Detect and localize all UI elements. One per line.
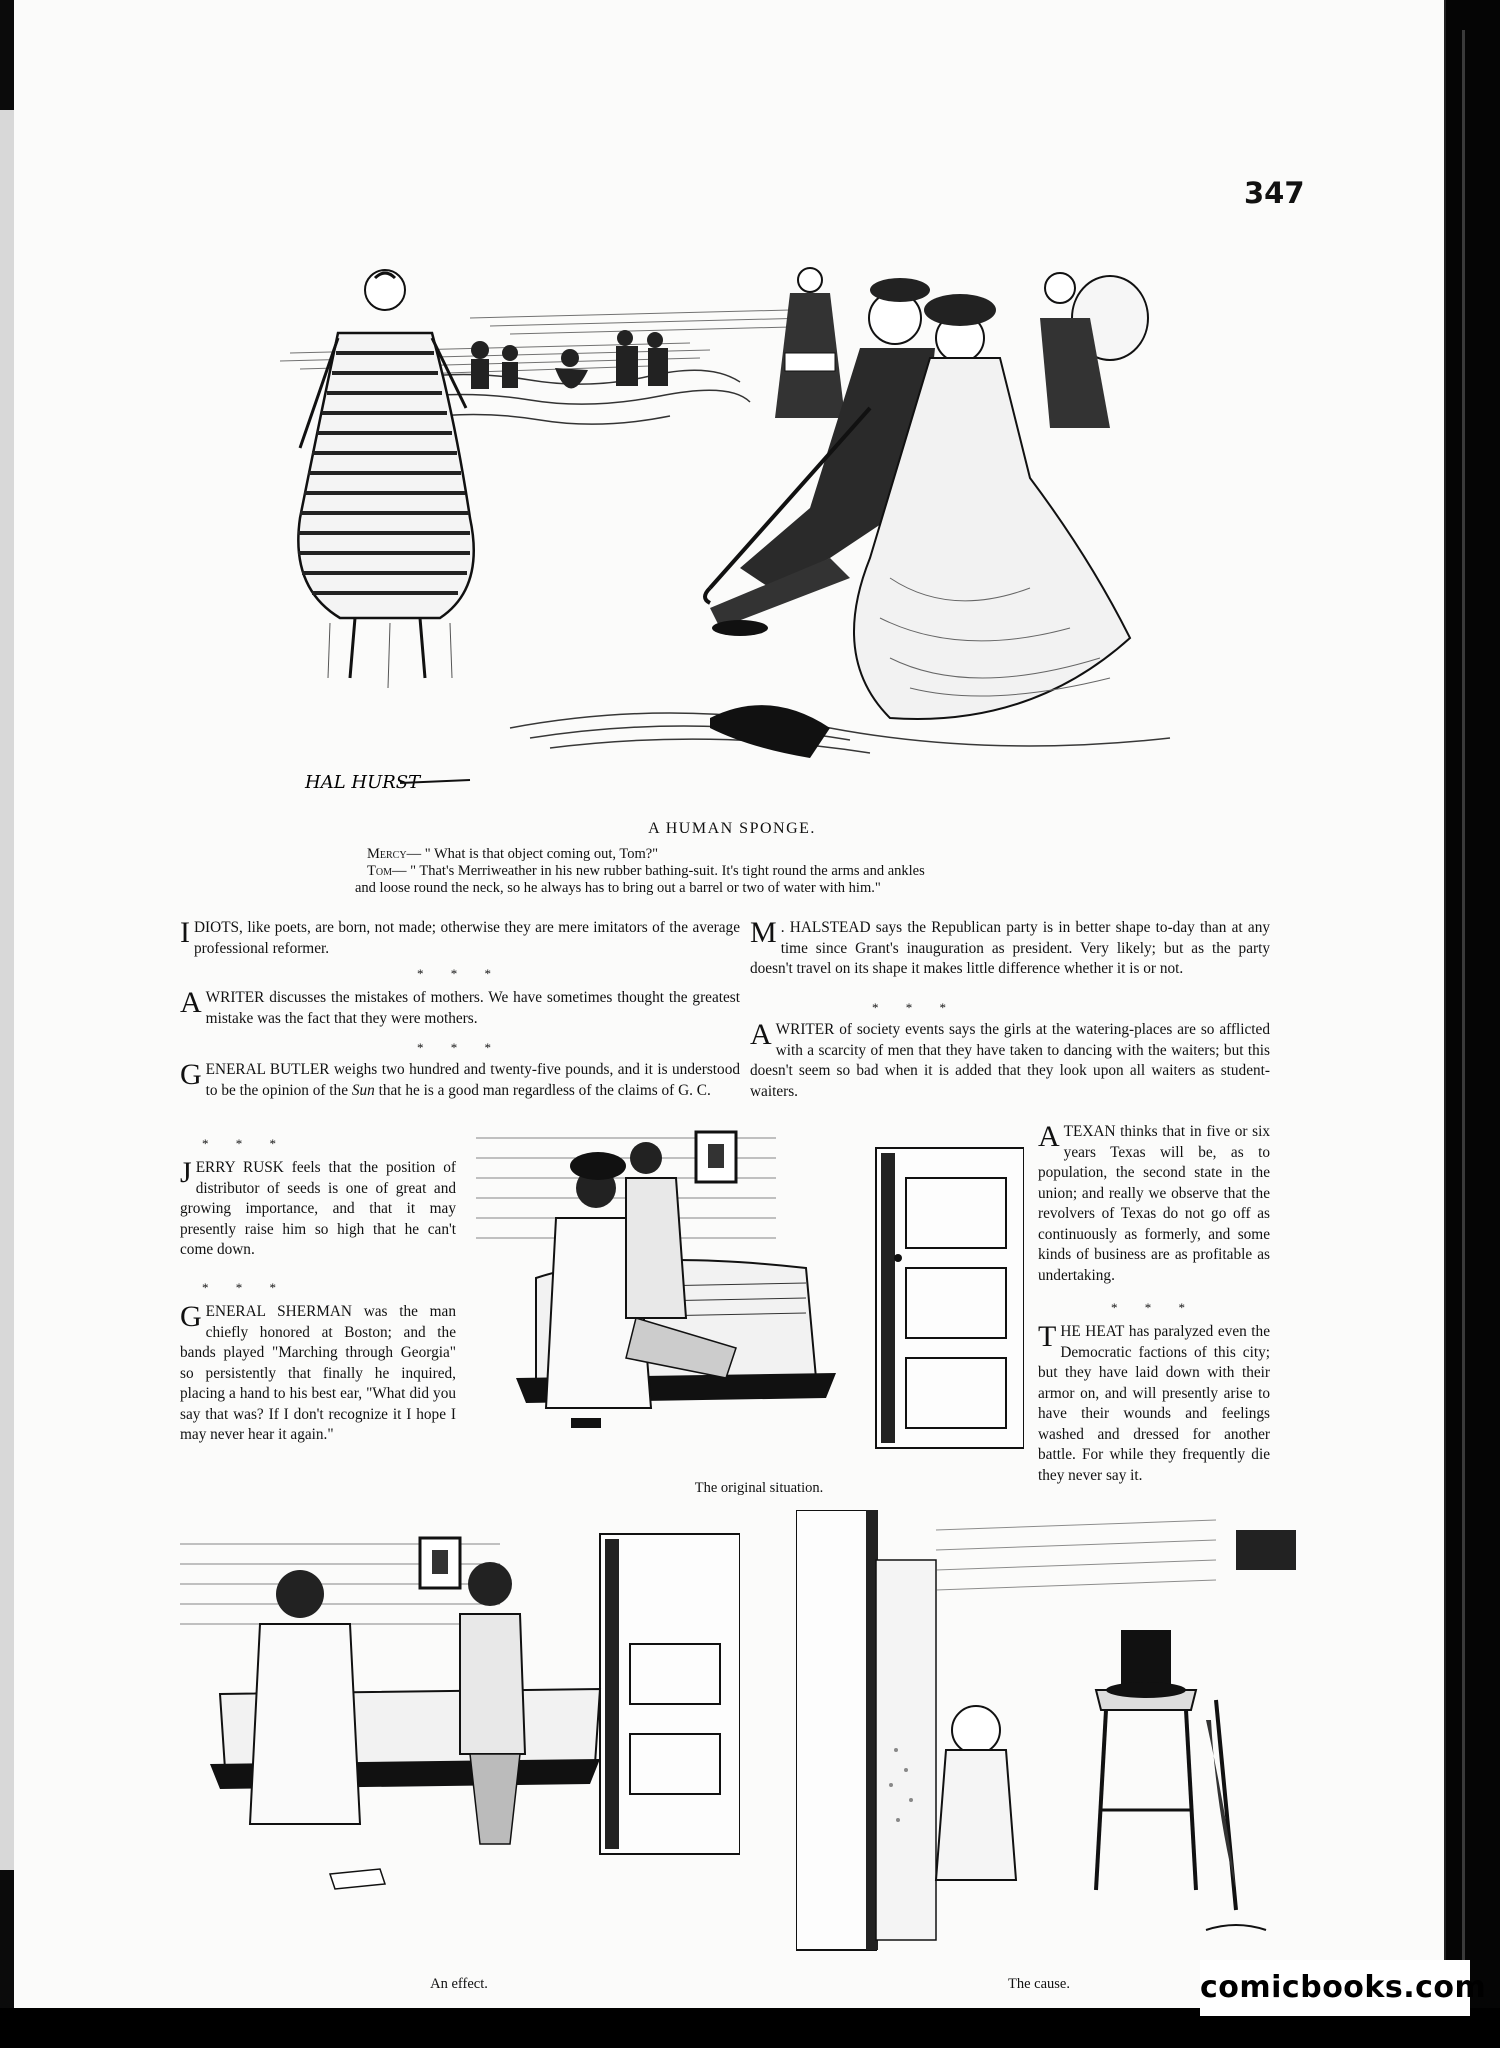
speaker-mercy: Mercy bbox=[367, 846, 407, 862]
beach-scene-drawing bbox=[270, 258, 1178, 806]
speaker-tom: Tom bbox=[367, 863, 392, 879]
caption-original-situation: The original situation. bbox=[694, 1480, 824, 1496]
cartoon-dialogue bbox=[355, 846, 1217, 897]
para-writer-society: AWRITER of society events says the girls at the watering-places are so afflicted with a scarcity of men that they have taken to dancing with the waiters; but this doesn't seem so bad when it is added that they look upon all waiters as student-waiters. bbox=[750, 1018, 1270, 1100]
separator-stars: * * * bbox=[417, 1040, 503, 1055]
startled-couple-drawing bbox=[180, 1524, 740, 1964]
effect-cartoon bbox=[180, 1524, 740, 1964]
dialogue-line-mercy: Mercy— " What is that object coming out, Tom?" bbox=[367, 846, 659, 862]
caption-an-effect: An effect. bbox=[430, 1976, 488, 1992]
dog-in-doorway-drawing bbox=[796, 1510, 1316, 1962]
original-situation-cartoon bbox=[476, 1118, 1024, 1474]
para-jerry-rusk: JERRY RUSK feels that the position of distributor of seeds is one of great and growing importance, and that it may presently raise him so high that he can't come down. bbox=[180, 1156, 456, 1258]
para-idiots: IDIOTS, like poets, are born, not made; otherwise they are mere imitators of the average professional reformer. bbox=[180, 916, 740, 957]
caption-the-cause: The cause. bbox=[1008, 1976, 1070, 1992]
para-writer-mothers: AWRITER discusses the mistakes of mothers. We have sometimes thought the greatest mistake was the fact that they were mothers. bbox=[180, 986, 740, 1027]
para-halstead: M . HALSTEAD says the Republican party is in better shape to-day than at any time since Grant's inauguration as president. Very likely; but as the party doesn't travel on its shape it makes little difference whether it is or not. bbox=[750, 916, 1270, 977]
para-the-heat: THE HEAT has paralyzed even the Democratic factions of this city; but they have laid down with their armor on, and will presently arise to have their wounds and feelings washed and dressed for another battle. For while they frequently die they never say it. bbox=[1038, 1320, 1270, 1484]
cartoon-title: A HUMAN SPONGE. bbox=[648, 820, 816, 837]
para-texan: ATEXAN thinks that in five or six years Texas will be, as to population, the second state in the union; and really we observe that the revolvers of Texas do not go off as continuously as formerly, and some kinds of business are as profitable as undertaking. bbox=[1038, 1120, 1270, 1284]
facing-page-strip bbox=[0, 110, 14, 1870]
dialogue-line-tom: Tom— " That's Merriweather in his new rubber bathing-suit. It's tight round the arms and ankles bbox=[367, 863, 925, 879]
page-number: 347 bbox=[1244, 176, 1305, 210]
separator-stars: * * * bbox=[202, 1280, 288, 1295]
human-sponge-cartoon bbox=[270, 258, 1178, 806]
cause-cartoon bbox=[796, 1510, 1316, 1962]
separator-stars: * * * bbox=[202, 1136, 288, 1151]
para-general-butler: GENERAL BUTLER weighs two hundred and twenty-five pounds, and it is understood to be the opinion of the Sun that he is a good man regardless of the claims of G. C. bbox=[180, 1058, 740, 1099]
separator-stars: * * * bbox=[1111, 1300, 1197, 1315]
para-general-sherman: GENERAL SHERMAN was the man chiefly honored at Boston; and the bands played "Marching through Georgia" so persistently that finally he inquired, placing a hand to his best ear, "What did you say that was? If I don't recognize it I hope I may never hear it again." bbox=[180, 1300, 456, 1443]
dialogue-line-tom-cont: and loose round the neck, so he always has to bring out a barrel or two of water with him." bbox=[355, 880, 881, 896]
magazine-page bbox=[14, 0, 1450, 2008]
parlor-couple-drawing bbox=[476, 1118, 1024, 1474]
sponge-man-figure bbox=[298, 270, 474, 688]
artist-signature: HAL HURST bbox=[305, 772, 421, 793]
separator-stars: * * * bbox=[872, 1000, 958, 1015]
right-binding-spine bbox=[1446, 0, 1500, 2048]
site-watermark: comicbooks.com bbox=[1200, 1960, 1470, 2016]
separator-stars: * * * bbox=[417, 966, 503, 981]
